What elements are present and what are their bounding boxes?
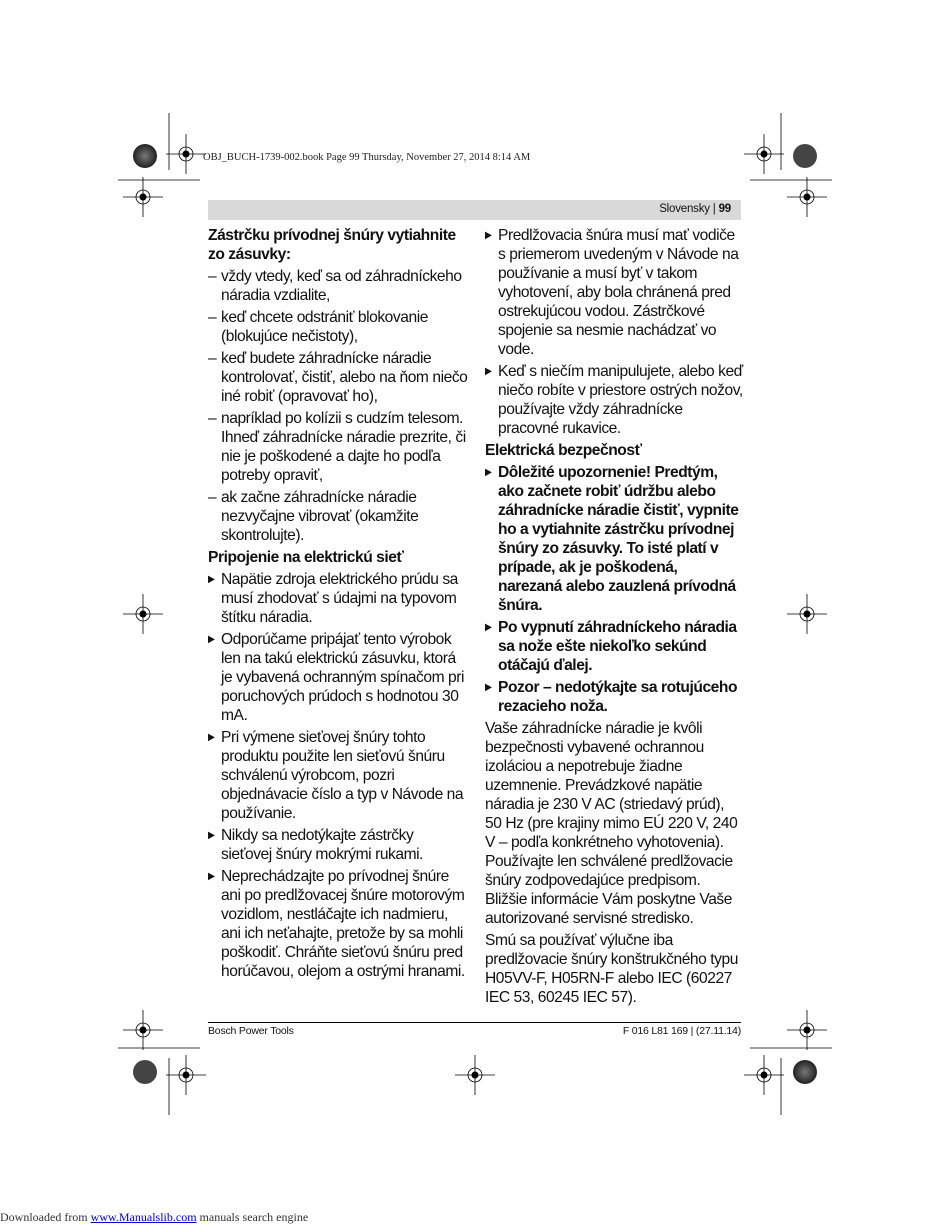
- left-column: [208, 226, 468, 984]
- warning-bullet: ▶ Dôležité upozornenie! Predtým, ako začnete robiť údržbu alebo záhradnícke náradie čistiť, vypnite ho a vytiahnite zástrčku prívodnej šnúry zo zásuvky. To isté platí v prípade, ak je poškodená, narezaná alebo zauzlená prívodná šnúra.: [485, 463, 743, 615]
- bullet-item: ▶ Nikdy sa nedotýkajte zástrčky sieťovej šnúry mokrými rukami.: [208, 826, 468, 864]
- dash-item: – napríklad po kolízii s cudzím telesom. Ihneď záhradnícke náradie prezrite, či nie je poškodené a dajte ho podľa potreby opraviť,: [208, 409, 468, 485]
- header-separator: |: [709, 203, 719, 215]
- heading-unplug: Zástrčku prívodnej šnúry vytiahnite zo zásuvky:: [208, 227, 456, 263]
- bullet-item: ▶ Neprechádzajte po prívodnej šnúre ani po predlžovacej šnúre motorovým vozidlom, nestláčajte ich nadmieru, ani ich neťahajte, pretože by sa mohli poškodiť. Chráňte sieťovú šnúru pred horúčavou, olejom a ostrými hranami.: [208, 867, 468, 981]
- right-column: [485, 226, 743, 1010]
- bullet-item: ▶ Keď s niečím manipulujete, alebo keď niečo robíte v priestore ostrých nožov, používajte vždy záhradnícke pracovné rukavice.: [485, 362, 743, 438]
- insulation-paragraph: Vaše záhradnícke náradie je kvôli bezpečnosti vybavené ochrannou izoláciou a nepotrebuje žiadne uzemnenie. Prevádzkové napätie náradia je 230 V AC (striedavý prúd), 50 Hz (pre krajiny mimo EÚ 220 V, 240 V – podľa konkrétneho vyhotovenia). Používajte len schválené predlžovacie šnúry zodpovedajúce predpisom. Bližšie informácie Vám poskytne Vaše autorizované servisné stredisko.: [485, 720, 738, 927]
- bullet-item: ▶ Napätie zdroja elektrického prúdu sa musí zhodovať s údajmi na typovom štítku náradia.: [208, 570, 468, 627]
- page-header: [208, 200, 741, 220]
- dash-item: – vždy vtedy, keď sa od záhradníckeho náradia vzdialite,: [208, 267, 468, 305]
- dash-item: – keď budete záhradnícke náradie kontrolovať, čistiť, alebo na ňom niečo iné robiť (opravovať ho),: [208, 349, 468, 406]
- header-language: Slovensky: [659, 203, 710, 215]
- dash-item: – keď chcete odstrániť blokovanie (blokujúce nečistoty),: [208, 308, 468, 346]
- manualslib-link[interactable]: www.Manualslib.com: [90, 1210, 197, 1224]
- footer-brand: Bosch Power Tools: [208, 1025, 294, 1037]
- print-book-info: OBJ_BUCH-1739-002.book Page 99 Thursday, November 27, 2014 8:14 AM: [203, 152, 531, 163]
- extension-cord-paragraph: Smú sa používať výlučne iba predlžovacie šnúry konštrukčného typu H05VV-F, H05RN-F alebo IEC (60227 IEC 53, 60245 IEC 57).: [485, 932, 738, 1006]
- download-source-line: [0, 1210, 308, 1225]
- footer-doc-number: F 016 L81 169 | (27.11.14): [622, 1025, 741, 1037]
- warning-bullet: ▶ Po vypnutí záhradníckeho náradia sa nože ešte niekoľko sekúnd otáčajú ďalej.: [485, 618, 743, 675]
- bullet-item: ▶ Pri výmene sieťovej šnúry tohto produktu použite len sieťovú šnúru schválenú výrobcom, pozri objednávacie číslo a typ v Návode na používanie.: [208, 728, 468, 823]
- download-prefix: Downloaded from: [0, 1210, 91, 1224]
- bullet-item: ▶ Odporúčame pripájať tento výrobok len na takú elektrickú zásuvku, ktorá je vybavená ochranným spínačom pri poruchových prúdoch s hodnotou 30 mA.: [208, 630, 468, 725]
- download-suffix: manuals search engine: [196, 1210, 309, 1224]
- warning-bullet: ▶ Pozor – nedotýkajte sa rotujúceho rezacieho noža.: [485, 678, 743, 716]
- footer-divider: [208, 1022, 741, 1023]
- page-number: 99: [718, 203, 731, 215]
- bullet-item: ▶ Predlžovacia šnúra musí mať vodiče s priemerom uvedeným v Návode na používanie a musí byť v takom vyhotovení, aby bola chránená pred ostrekujúcou vodou. Zástrčkové spojenie sa nesmie nachádzať vo vode.: [485, 226, 743, 359]
- dash-item: – ak začne záhradnícke náradie nezvyčajne vibrovať (okamžite skontrolujte).: [208, 488, 468, 545]
- heading-electrical-safety: Elektrická bezpečnosť: [485, 442, 642, 459]
- header-language-page: [659, 203, 731, 215]
- heading-mains-connection: Pripojenie na elektrickú sieť: [208, 549, 404, 566]
